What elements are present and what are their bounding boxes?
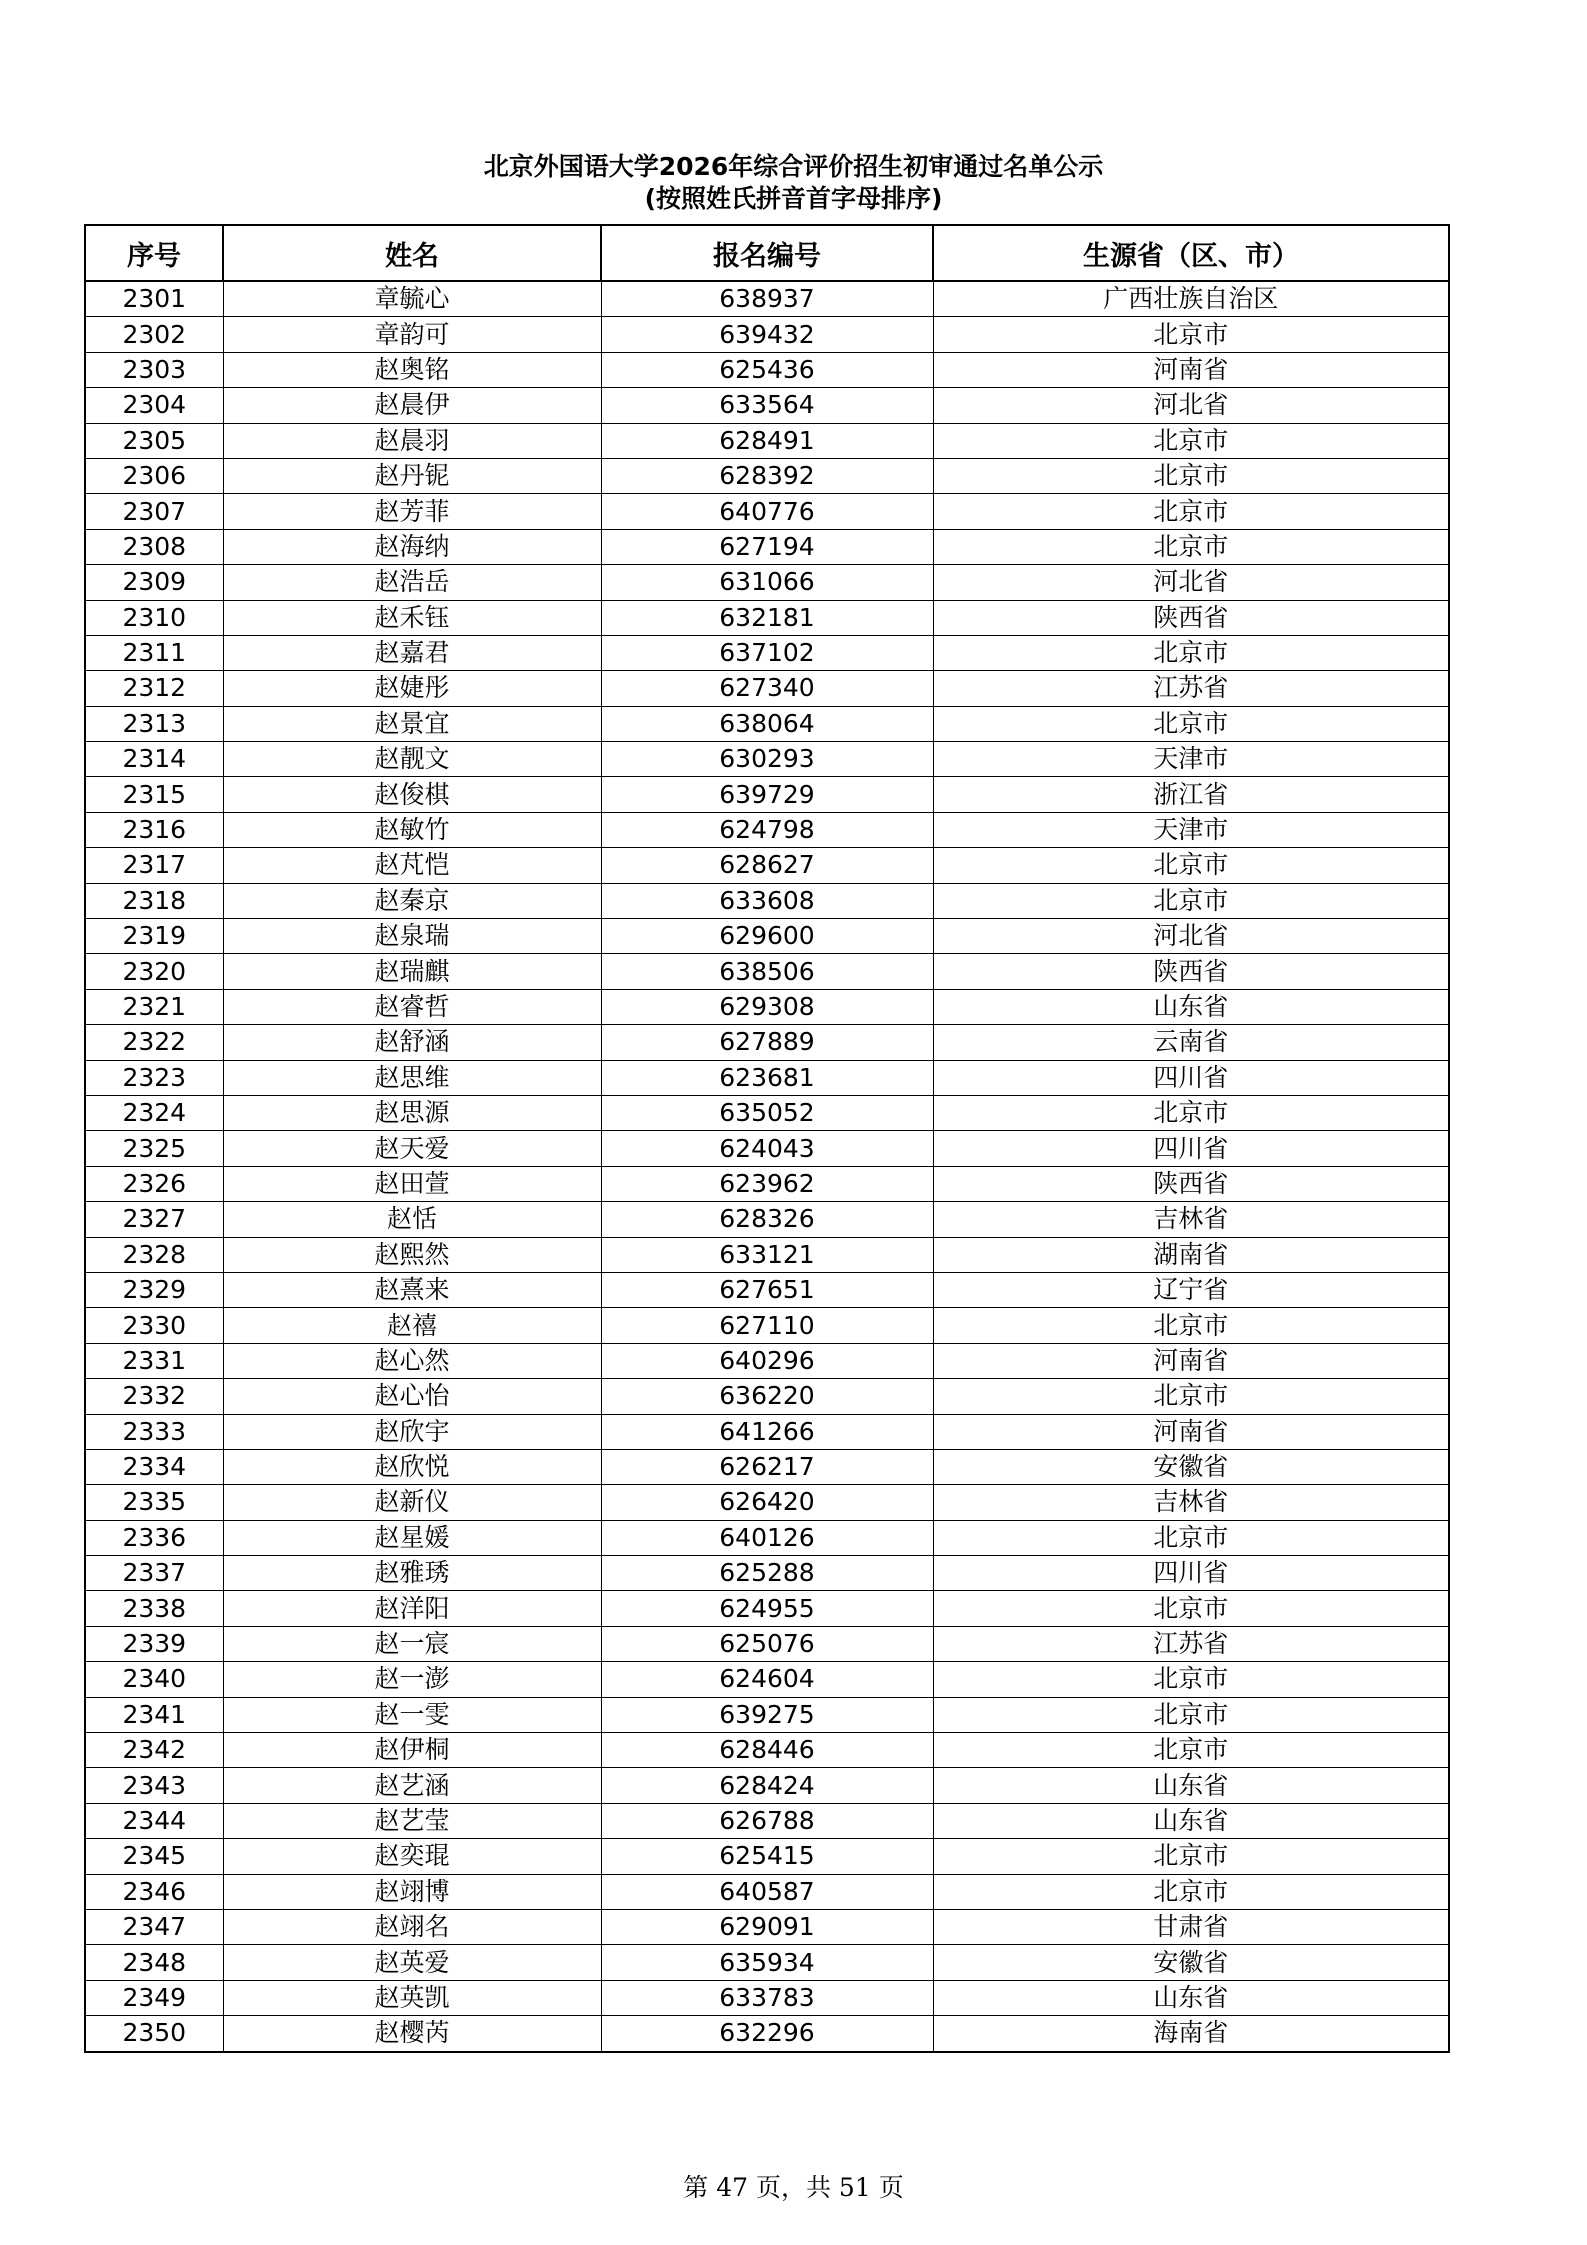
table-row xyxy=(85,1095,1449,1130)
cell-province: 陕西省 xyxy=(933,600,1449,635)
cell-name: 赵伊桐 xyxy=(223,1733,601,1768)
cell-name: 赵天爱 xyxy=(223,1131,601,1166)
table-row xyxy=(85,600,1449,635)
cell-registration-number: 640296 xyxy=(601,1343,933,1378)
cell-serial: 2305 xyxy=(85,423,223,458)
cell-serial: 2348 xyxy=(85,1945,223,1980)
table-row xyxy=(85,883,1449,918)
cell-province: 北京市 xyxy=(933,1095,1449,1130)
cell-serial: 2343 xyxy=(85,1768,223,1803)
cell-name: 赵心怡 xyxy=(223,1379,601,1414)
cell-name: 赵泉瑞 xyxy=(223,919,601,954)
cell-registration-number: 633783 xyxy=(601,1980,933,2015)
cell-province: 山东省 xyxy=(933,989,1449,1024)
table-body xyxy=(85,281,1449,2052)
cell-province: 北京市 xyxy=(933,635,1449,670)
cell-name: 赵晨羽 xyxy=(223,423,601,458)
cell-serial: 2322 xyxy=(85,1025,223,1060)
table-row xyxy=(85,1166,1449,1201)
cell-province: 北京市 xyxy=(933,706,1449,741)
cell-name: 赵田萱 xyxy=(223,1166,601,1201)
cell-province: 辽宁省 xyxy=(933,1272,1449,1307)
cell-province: 山东省 xyxy=(933,1768,1449,1803)
table-row xyxy=(85,1272,1449,1307)
cell-serial: 2334 xyxy=(85,1449,223,1484)
cell-name: 赵英爱 xyxy=(223,1945,601,1980)
cell-name: 赵樱芮 xyxy=(223,2016,601,2052)
table-row xyxy=(85,1768,1449,1803)
cell-registration-number: 627651 xyxy=(601,1272,933,1307)
cell-serial: 2324 xyxy=(85,1095,223,1130)
cell-registration-number: 633121 xyxy=(601,1237,933,1272)
cell-serial: 2340 xyxy=(85,1662,223,1697)
cell-name: 赵禧 xyxy=(223,1308,601,1343)
cell-province: 吉林省 xyxy=(933,1485,1449,1520)
cell-name: 赵恬 xyxy=(223,1202,601,1237)
cell-name: 赵星媛 xyxy=(223,1520,601,1555)
cell-registration-number: 626788 xyxy=(601,1803,933,1838)
cell-name: 赵翊博 xyxy=(223,1874,601,1909)
table-row xyxy=(85,494,1449,529)
cell-serial: 2338 xyxy=(85,1591,223,1626)
cell-name: 赵一澎 xyxy=(223,1662,601,1697)
cell-name: 赵心然 xyxy=(223,1343,601,1378)
cell-registration-number: 627110 xyxy=(601,1308,933,1343)
cell-serial: 2342 xyxy=(85,1733,223,1768)
cell-name: 章韵可 xyxy=(223,317,601,352)
table-row xyxy=(85,281,1449,317)
cell-registration-number: 638937 xyxy=(601,281,933,317)
page-title: 北京外国语大学2026年综合评价招生初审通过名单公示 xyxy=(483,152,1104,181)
cell-name: 赵睿哲 xyxy=(223,989,601,1024)
cell-registration-number: 625415 xyxy=(601,1839,933,1874)
cell-serial: 2327 xyxy=(85,1202,223,1237)
cell-serial: 2325 xyxy=(85,1131,223,1166)
cell-serial: 2346 xyxy=(85,1874,223,1909)
table-row xyxy=(85,777,1449,812)
cell-serial: 2310 xyxy=(85,600,223,635)
cell-registration-number: 625436 xyxy=(601,352,933,387)
table-row xyxy=(85,1343,1449,1378)
cell-serial: 2344 xyxy=(85,1803,223,1838)
cell-registration-number: 637102 xyxy=(601,635,933,670)
cell-serial: 2319 xyxy=(85,919,223,954)
cell-serial: 2337 xyxy=(85,1556,223,1591)
table-row xyxy=(85,2016,1449,2052)
cell-serial: 2347 xyxy=(85,1909,223,1944)
table-row xyxy=(85,1202,1449,1237)
table-row xyxy=(85,565,1449,600)
cell-serial: 2349 xyxy=(85,1980,223,2015)
cell-name: 赵丹铌 xyxy=(223,458,601,493)
cell-province: 北京市 xyxy=(933,1379,1449,1414)
cell-name: 赵婕彤 xyxy=(223,671,601,706)
cell-registration-number: 627889 xyxy=(601,1025,933,1060)
table-row xyxy=(85,352,1449,387)
cell-registration-number: 628627 xyxy=(601,848,933,883)
cell-name: 赵艺涵 xyxy=(223,1768,601,1803)
cell-serial: 2317 xyxy=(85,848,223,883)
cell-name: 赵浩岳 xyxy=(223,565,601,600)
cell-province: 天津市 xyxy=(933,742,1449,777)
cell-name: 赵艺莹 xyxy=(223,1803,601,1838)
cell-province: 海南省 xyxy=(933,2016,1449,2052)
cell-name: 赵俊棋 xyxy=(223,777,601,812)
cell-registration-number: 639275 xyxy=(601,1697,933,1732)
cell-registration-number: 629308 xyxy=(601,989,933,1024)
table-row xyxy=(85,1803,1449,1838)
cell-province: 北京市 xyxy=(933,1697,1449,1732)
cell-serial: 2304 xyxy=(85,388,223,423)
table-row xyxy=(85,529,1449,564)
cell-province: 陕西省 xyxy=(933,954,1449,989)
cell-registration-number: 631066 xyxy=(601,565,933,600)
cell-province: 浙江省 xyxy=(933,777,1449,812)
cell-serial: 2315 xyxy=(85,777,223,812)
cell-name: 赵思维 xyxy=(223,1060,601,1095)
table-row xyxy=(85,671,1449,706)
cell-name: 赵翊名 xyxy=(223,1909,601,1944)
cell-name: 赵秦京 xyxy=(223,883,601,918)
cell-province: 甘肃省 xyxy=(933,1909,1449,1944)
cell-serial: 2323 xyxy=(85,1060,223,1095)
cell-registration-number: 628392 xyxy=(601,458,933,493)
cell-province: 江苏省 xyxy=(933,1626,1449,1661)
table-row xyxy=(85,706,1449,741)
table-row xyxy=(85,458,1449,493)
cell-registration-number: 623681 xyxy=(601,1060,933,1095)
cell-province: 河北省 xyxy=(933,565,1449,600)
cell-serial: 2312 xyxy=(85,671,223,706)
page-subtitle: (按照姓氏拼音首字母排序) xyxy=(644,184,943,213)
cell-registration-number: 640126 xyxy=(601,1520,933,1555)
cell-serial: 2311 xyxy=(85,635,223,670)
cell-serial: 2313 xyxy=(85,706,223,741)
table-row xyxy=(85,1379,1449,1414)
table-row xyxy=(85,1697,1449,1732)
table-row xyxy=(85,1308,1449,1343)
cell-province: 安徽省 xyxy=(933,1945,1449,1980)
table-row xyxy=(85,742,1449,777)
table-row xyxy=(85,989,1449,1024)
cell-province: 北京市 xyxy=(933,1874,1449,1909)
column-header-serial: 序号 xyxy=(85,225,223,281)
cell-name: 赵禾钰 xyxy=(223,600,601,635)
cell-serial: 2306 xyxy=(85,458,223,493)
cell-registration-number: 629091 xyxy=(601,1909,933,1944)
cell-province: 陕西省 xyxy=(933,1166,1449,1201)
cell-registration-number: 640587 xyxy=(601,1874,933,1909)
cell-registration-number: 638064 xyxy=(601,706,933,741)
cell-serial: 2303 xyxy=(85,352,223,387)
cell-province: 北京市 xyxy=(933,317,1449,352)
cell-name: 赵晨伊 xyxy=(223,388,601,423)
table-row xyxy=(85,1556,1449,1591)
cell-name: 赵一雯 xyxy=(223,1697,601,1732)
cell-registration-number: 629600 xyxy=(601,919,933,954)
cell-registration-number: 635934 xyxy=(601,1945,933,1980)
cell-serial: 2308 xyxy=(85,529,223,564)
table-row xyxy=(85,1945,1449,1980)
table-row xyxy=(85,1131,1449,1166)
cell-name: 赵奕琨 xyxy=(223,1839,601,1874)
cell-province: 天津市 xyxy=(933,812,1449,847)
table-row xyxy=(85,1520,1449,1555)
table-row xyxy=(85,848,1449,883)
cell-province: 吉林省 xyxy=(933,1202,1449,1237)
cell-province: 北京市 xyxy=(933,494,1449,529)
cell-province: 江苏省 xyxy=(933,671,1449,706)
cell-name: 赵景宜 xyxy=(223,706,601,741)
cell-registration-number: 626217 xyxy=(601,1449,933,1484)
cell-registration-number: 628446 xyxy=(601,1733,933,1768)
cell-serial: 2336 xyxy=(85,1520,223,1555)
table-row xyxy=(85,1874,1449,1909)
cell-registration-number: 639729 xyxy=(601,777,933,812)
cell-province: 北京市 xyxy=(933,1520,1449,1555)
table-row xyxy=(85,1449,1449,1484)
cell-province: 四川省 xyxy=(933,1060,1449,1095)
table-row xyxy=(85,1733,1449,1768)
cell-serial: 2302 xyxy=(85,317,223,352)
cell-name: 赵欣悦 xyxy=(223,1449,601,1484)
cell-registration-number: 640776 xyxy=(601,494,933,529)
table-row xyxy=(85,388,1449,423)
cell-serial: 2320 xyxy=(85,954,223,989)
cell-name: 赵奥铭 xyxy=(223,352,601,387)
page-number: 第 47 页，共 51 页 xyxy=(683,2173,904,2202)
cell-name: 赵瑞麒 xyxy=(223,954,601,989)
cell-name: 赵芳菲 xyxy=(223,494,601,529)
cell-registration-number: 627194 xyxy=(601,529,933,564)
cell-name: 赵海纳 xyxy=(223,529,601,564)
cell-serial: 2350 xyxy=(85,2016,223,2052)
cell-province: 北京市 xyxy=(933,458,1449,493)
cell-serial: 2309 xyxy=(85,565,223,600)
table-row xyxy=(85,1662,1449,1697)
cell-province: 四川省 xyxy=(933,1556,1449,1591)
table-row xyxy=(85,954,1449,989)
cell-serial: 2335 xyxy=(85,1485,223,1520)
column-header-province: 生源省（区、市） xyxy=(933,225,1449,281)
column-header-registration-number: 报名编号 xyxy=(601,225,933,281)
header-row xyxy=(85,225,1449,281)
cell-name: 赵芃恺 xyxy=(223,848,601,883)
cell-serial: 2321 xyxy=(85,989,223,1024)
cell-province: 河北省 xyxy=(933,388,1449,423)
cell-province: 北京市 xyxy=(933,1733,1449,1768)
cell-serial: 2316 xyxy=(85,812,223,847)
table-row xyxy=(85,1025,1449,1060)
cell-province: 安徽省 xyxy=(933,1449,1449,1484)
cell-registration-number: 624604 xyxy=(601,1662,933,1697)
cell-province: 湖南省 xyxy=(933,1237,1449,1272)
cell-registration-number: 639432 xyxy=(601,317,933,352)
cell-name: 赵欣宇 xyxy=(223,1414,601,1449)
cell-registration-number: 624955 xyxy=(601,1591,933,1626)
cell-name: 赵一宸 xyxy=(223,1626,601,1661)
cell-province: 广西壮族自治区 xyxy=(933,281,1449,317)
cell-serial: 2326 xyxy=(85,1166,223,1201)
cell-province: 北京市 xyxy=(933,1308,1449,1343)
cell-name: 赵雅琇 xyxy=(223,1556,601,1591)
cell-serial: 2341 xyxy=(85,1697,223,1732)
table-row xyxy=(85,1485,1449,1520)
cell-name: 章毓心 xyxy=(223,281,601,317)
cell-registration-number: 625288 xyxy=(601,1556,933,1591)
table-row xyxy=(85,1237,1449,1272)
cell-name: 赵新仪 xyxy=(223,1485,601,1520)
table-row xyxy=(85,1591,1449,1626)
cell-province: 北京市 xyxy=(933,1662,1449,1697)
cell-province: 北京市 xyxy=(933,1591,1449,1626)
cell-name: 赵英凯 xyxy=(223,1980,601,2015)
cell-registration-number: 636220 xyxy=(601,1379,933,1414)
table-row xyxy=(85,1060,1449,1095)
cell-province: 山东省 xyxy=(933,1980,1449,2015)
cell-registration-number: 624798 xyxy=(601,812,933,847)
cell-province: 北京市 xyxy=(933,848,1449,883)
cell-registration-number: 632181 xyxy=(601,600,933,635)
cell-serial: 2345 xyxy=(85,1839,223,1874)
cell-province: 山东省 xyxy=(933,1803,1449,1838)
cell-registration-number: 635052 xyxy=(601,1095,933,1130)
cell-province: 北京市 xyxy=(933,529,1449,564)
cell-registration-number: 628326 xyxy=(601,1202,933,1237)
cell-registration-number: 624043 xyxy=(601,1131,933,1166)
table-row xyxy=(85,423,1449,458)
cell-province: 北京市 xyxy=(933,883,1449,918)
column-header-name: 姓名 xyxy=(223,225,601,281)
cell-province: 河南省 xyxy=(933,1343,1449,1378)
cell-registration-number: 638506 xyxy=(601,954,933,989)
cell-name: 赵敏竹 xyxy=(223,812,601,847)
cell-registration-number: 627340 xyxy=(601,671,933,706)
cell-registration-number: 625076 xyxy=(601,1626,933,1661)
cell-province: 四川省 xyxy=(933,1131,1449,1166)
cell-serial: 2331 xyxy=(85,1343,223,1378)
cell-registration-number: 633564 xyxy=(601,388,933,423)
cell-serial: 2328 xyxy=(85,1237,223,1272)
cell-province: 北京市 xyxy=(933,1839,1449,1874)
table-row xyxy=(85,1839,1449,1874)
cell-name: 赵熹来 xyxy=(223,1272,601,1307)
table-row xyxy=(85,1414,1449,1449)
cell-serial: 2329 xyxy=(85,1272,223,1307)
cell-province: 河南省 xyxy=(933,1414,1449,1449)
cell-registration-number: 626420 xyxy=(601,1485,933,1520)
cell-serial: 2301 xyxy=(85,281,223,317)
cell-name: 赵靓文 xyxy=(223,742,601,777)
cell-serial: 2318 xyxy=(85,883,223,918)
cell-serial: 2314 xyxy=(85,742,223,777)
cell-serial: 2330 xyxy=(85,1308,223,1343)
table-row xyxy=(85,1980,1449,2015)
cell-province: 河北省 xyxy=(933,919,1449,954)
table-row xyxy=(85,812,1449,847)
table-row xyxy=(85,317,1449,352)
cell-province: 河南省 xyxy=(933,352,1449,387)
cell-serial: 2339 xyxy=(85,1626,223,1661)
cell-name: 赵思源 xyxy=(223,1095,601,1130)
cell-name: 赵嘉君 xyxy=(223,635,601,670)
cell-registration-number: 641266 xyxy=(601,1414,933,1449)
cell-registration-number: 623962 xyxy=(601,1166,933,1201)
roster-table xyxy=(84,224,1450,2053)
cell-serial: 2307 xyxy=(85,494,223,529)
table-row xyxy=(85,919,1449,954)
table-row xyxy=(85,1909,1449,1944)
cell-registration-number: 632296 xyxy=(601,2016,933,2052)
cell-name: 赵舒涵 xyxy=(223,1025,601,1060)
cell-name: 赵洋阳 xyxy=(223,1591,601,1626)
cell-province: 云南省 xyxy=(933,1025,1449,1060)
cell-registration-number: 633608 xyxy=(601,883,933,918)
cell-registration-number: 630293 xyxy=(601,742,933,777)
cell-serial: 2333 xyxy=(85,1414,223,1449)
table-header xyxy=(85,225,1449,281)
cell-registration-number: 628424 xyxy=(601,1768,933,1803)
cell-province: 北京市 xyxy=(933,423,1449,458)
cell-registration-number: 628491 xyxy=(601,423,933,458)
cell-name: 赵熙然 xyxy=(223,1237,601,1272)
cell-serial: 2332 xyxy=(85,1379,223,1414)
table-row xyxy=(85,1626,1449,1661)
table-row xyxy=(85,635,1449,670)
